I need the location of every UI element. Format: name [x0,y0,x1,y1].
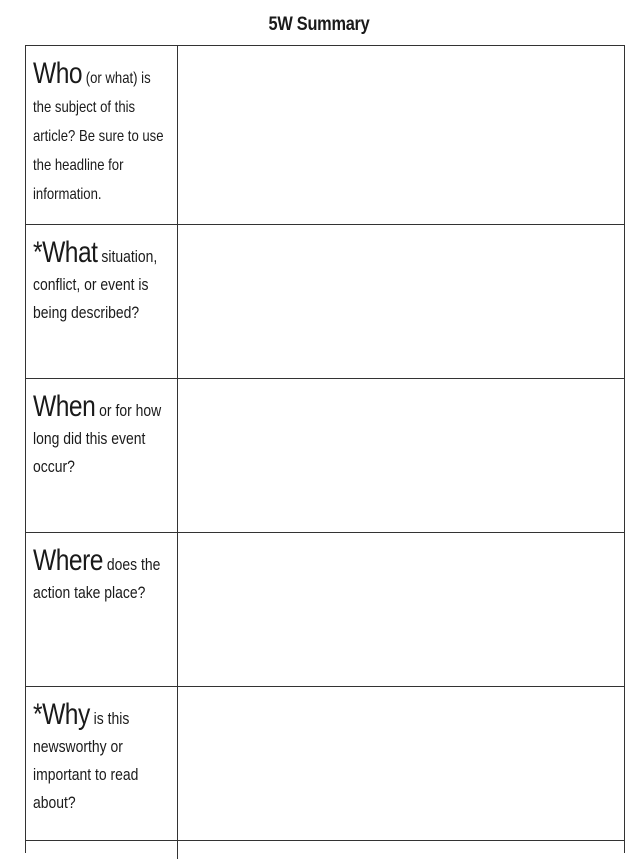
answer-cell-where[interactable] [178,533,624,686]
question-text: or for how long did this event occur? [33,401,162,476]
table-row-when [26,379,624,533]
prompt-cell-when [26,379,178,532]
question-text: is this newsworthy or important to read about? [33,709,139,812]
prompt-cell-who [26,46,178,224]
question-keyword: When [33,390,96,423]
answer-cell-when[interactable] [178,379,624,532]
question-keyword: *What [33,236,98,269]
answer-cell-empty [178,841,624,853]
question-keyword: Where [33,544,104,577]
answer-cell-why[interactable] [178,687,624,840]
question-keyword: *Why [33,698,90,731]
table-row-what [26,225,624,379]
answer-cell-who[interactable] [178,46,624,224]
table-row-continuation [26,841,624,853]
question-text: (or what) is the subject of this article? Be sure to use the headline for information. [33,70,164,203]
prompt-cell-where [26,533,178,686]
prompt-cell-empty [26,841,178,859]
summary-table [25,45,625,853]
question-text: does the action take place? [33,555,161,602]
table-row-where [26,533,624,687]
question-text: situation, conflict, or event is being described? [33,247,158,322]
prompt-cell-what [26,225,178,378]
question-keyword: Who [33,57,83,90]
prompt-cell-why [26,687,178,840]
answer-cell-what[interactable] [178,225,624,378]
worksheet-title: 5W Summary [268,14,370,35]
table-row-why [26,687,624,841]
table-row-who [26,46,624,225]
